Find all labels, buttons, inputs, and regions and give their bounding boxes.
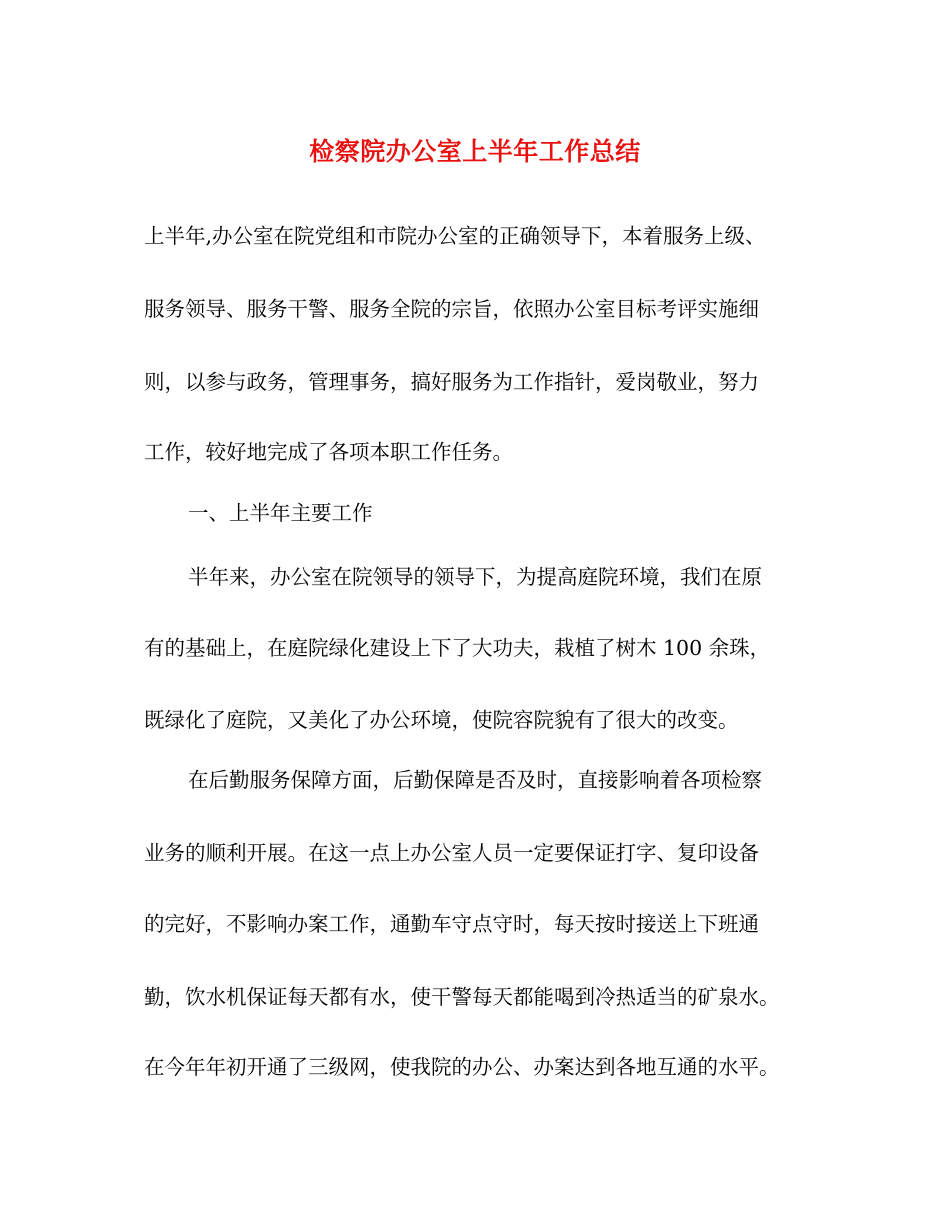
paragraph-1-line-2: 服务领导、服务干警、服务全院的宗旨，依照办公室目标考评实施细	[144, 297, 759, 321]
paragraph-3-line-4: 勤，饮水机保证每天都有水，使干警每天都能喝到冷热适当的矿泉水。	[144, 985, 780, 1009]
paragraph-2-line-3: 既绿化了庭院，又美化了办公环境，使院容院貌有了很大的改变。	[144, 708, 739, 732]
paragraph-3-line-1: 在后勤服务保障方面，后勤保障是否及时，直接影响着各项检察	[188, 768, 762, 792]
paragraph-1-line-4: 工作，较好地完成了各项本职工作任务。	[144, 440, 513, 464]
paragraph-2-line-2: 有的基础上，在庭院绿化建设上下了大功夫，栽植了树木 100 余珠，	[144, 636, 771, 660]
paragraph-2-line-1: 半年来，办公室在院领导的领导下，为提高庭院环境，我们在原	[188, 565, 762, 589]
paragraph-3-line-3: 的完好，不影响办案工作，通勤车守点守时，每天按时接送上下班通	[144, 912, 759, 936]
paragraph-3-line-2: 业务的顺利开展。在这一点上办公室人员一定要保证打字、复印设备	[144, 841, 759, 865]
page-title: 检察院办公室上半年工作总结	[309, 137, 641, 166]
paragraph-3-line-5: 在今年年初开通了三级网，使我院的办公、办案达到各地互通的水平。	[144, 1055, 780, 1079]
paragraph-1-line-3: 则，以参与政务，管理事务，搞好服务为工作指针，爱岗敬业，努力	[144, 370, 759, 394]
section-heading-1: 一、上半年主要工作	[188, 501, 373, 525]
paragraph-1-line-1: 上半年,办公室在院党组和市院办公室的正确领导下，本着服务上级、	[144, 224, 766, 248]
